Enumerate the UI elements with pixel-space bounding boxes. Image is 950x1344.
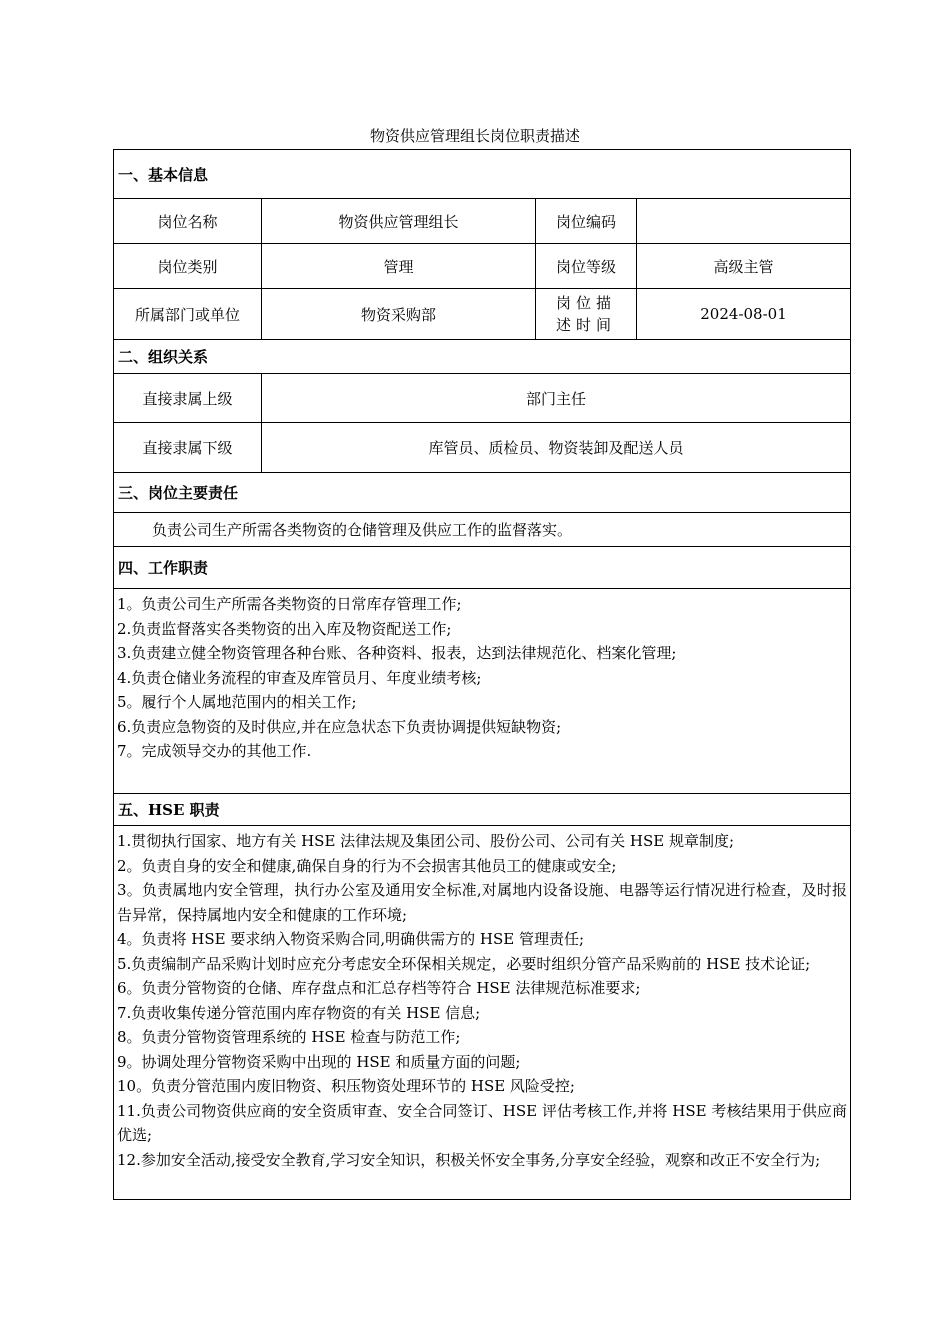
table-row xyxy=(114,199,851,244)
section-header-row xyxy=(114,794,851,826)
superior-value: 部门主任 xyxy=(262,374,851,423)
list-item: 5.负责编制产品采购计划时应充分考虑安全环保相关规定，必要时组织分管产品采购前的 HSE 技术论证; xyxy=(117,954,811,973)
position-name-value: 物资供应管理组长 xyxy=(262,199,536,244)
department-value: 物资采购部 xyxy=(262,289,536,340)
list-item: 4。负责将 HSE 要求纳入物资采购合同,明确供需方的 HSE 管理责任; xyxy=(117,930,585,948)
table-row xyxy=(114,244,851,289)
section-header-row xyxy=(114,473,851,513)
position-grade-value: 高级主管 xyxy=(637,244,851,289)
list-item: 3.负责建立健全物资管理各种台账、各种资料、报表，达到法律规范化、档案化管理; xyxy=(117,644,677,662)
superior-label: 直接隶属上级 xyxy=(114,374,262,423)
hse-list xyxy=(114,826,851,1200)
position-code-label: 岗位编码 xyxy=(536,199,637,244)
basic-info-heading: 一、基本信息 xyxy=(114,150,851,199)
position-name-label: 岗位名称 xyxy=(114,199,262,244)
main-responsibility-text: 负责公司生产所需各类物资的仓储管理及供应工作的监督落实。 xyxy=(114,513,851,547)
table-row xyxy=(114,513,851,547)
description-time-value: 2024-08-01 xyxy=(637,289,851,340)
list-item: 1.贯彻执行国家、地方有关 HSE 法律法规及集团公司、股份公司、公司有关 HSE 规章制度; xyxy=(117,832,735,850)
duties-heading: 四、工作职责 xyxy=(114,547,851,589)
department-label: 所属部门或单位 xyxy=(114,289,262,340)
table-row xyxy=(114,589,851,794)
document-title: 物资供应管理组长岗位职责描述 xyxy=(369,127,580,145)
subordinate-label: 直接隶属下级 xyxy=(114,423,262,473)
position-grade-label: 岗位等级 xyxy=(536,244,637,289)
list-item: 5。履行个人属地范围内的相关工作; xyxy=(117,693,357,711)
list-item: 2.负责监督落实各类物资的出入库及物资配送工作; xyxy=(117,619,452,638)
job-description-table xyxy=(113,149,851,1200)
position-type-label: 岗位类别 xyxy=(114,244,262,289)
position-code-value xyxy=(637,199,851,244)
main-responsibility-heading: 三、岗位主要责任 xyxy=(114,473,851,513)
list-item: 1。负责公司生产所需各类物资的日常库存管理工作; xyxy=(117,595,462,613)
list-item: 6.负责应急物资的及时供应,并在应急状态下负责协调提供短缺物资; xyxy=(117,717,562,736)
list-item: 7.负责收集传递分管范围内库存物资的有关 HSE 信息; xyxy=(117,1003,481,1022)
section-header-row xyxy=(114,150,851,199)
table-row xyxy=(114,826,851,1200)
subordinate-value: 库管员、质检员、物资装卸及配送人员 xyxy=(262,423,851,473)
list-item: 7。完成领导交办的其他工作. xyxy=(117,742,312,760)
section-header-row xyxy=(114,340,851,374)
list-item: 8。负责分管物资管理系统的 HSE 检查与防范工作; xyxy=(117,1028,461,1046)
hse-list-content xyxy=(117,829,847,1199)
position-type-value: 管理 xyxy=(262,244,536,289)
list-item: 3。负责属地内安全管理，执行办公室及通用安全标准,对属地内设备设施、电器等运行情况进行检查，及时报告异常，保持属地内安全和健康的工作环境; xyxy=(117,881,848,924)
list-item: 2。负责自身的安全和健康,确保自身的行为不会损害其他员工的健康或安全; xyxy=(117,856,617,875)
duties-list xyxy=(114,589,851,794)
table-row xyxy=(114,374,851,423)
list-item: 10。负责分管范围内废旧物资、积压物资处理环节的 HSE 风险受控; xyxy=(117,1077,575,1095)
section-header-row xyxy=(114,547,851,589)
table-row xyxy=(114,289,851,340)
list-item: 4.负责仓储业务流程的审查及库管员月、年度业绩考核; xyxy=(117,668,482,687)
table-row xyxy=(114,423,851,473)
list-item: 11.负责公司物资供应商的安全资质审查、安全合同签订、HSE 评估考核工作,并将 HSE 考核结果用于供应商优选; xyxy=(117,1101,848,1144)
list-item: 9。协调处理分管物资采购中出现的 HSE 和质量方面的问题; xyxy=(117,1052,521,1071)
hse-heading: 五、HSE 职责 xyxy=(114,794,851,826)
description-time-label: 岗位描述时间 xyxy=(536,289,637,340)
org-relation-heading: 二、组织关系 xyxy=(114,340,851,374)
list-item: 6。负责分管物资的仓储、库存盘点和汇总存档等符合 HSE 法律规范标准要求; xyxy=(117,979,641,997)
list-item: 12.参加安全活动,接受安全教育,学习安全知识，积极关怀安全事务,分享安全经验，观察和改正不安全行为; xyxy=(117,1150,821,1169)
